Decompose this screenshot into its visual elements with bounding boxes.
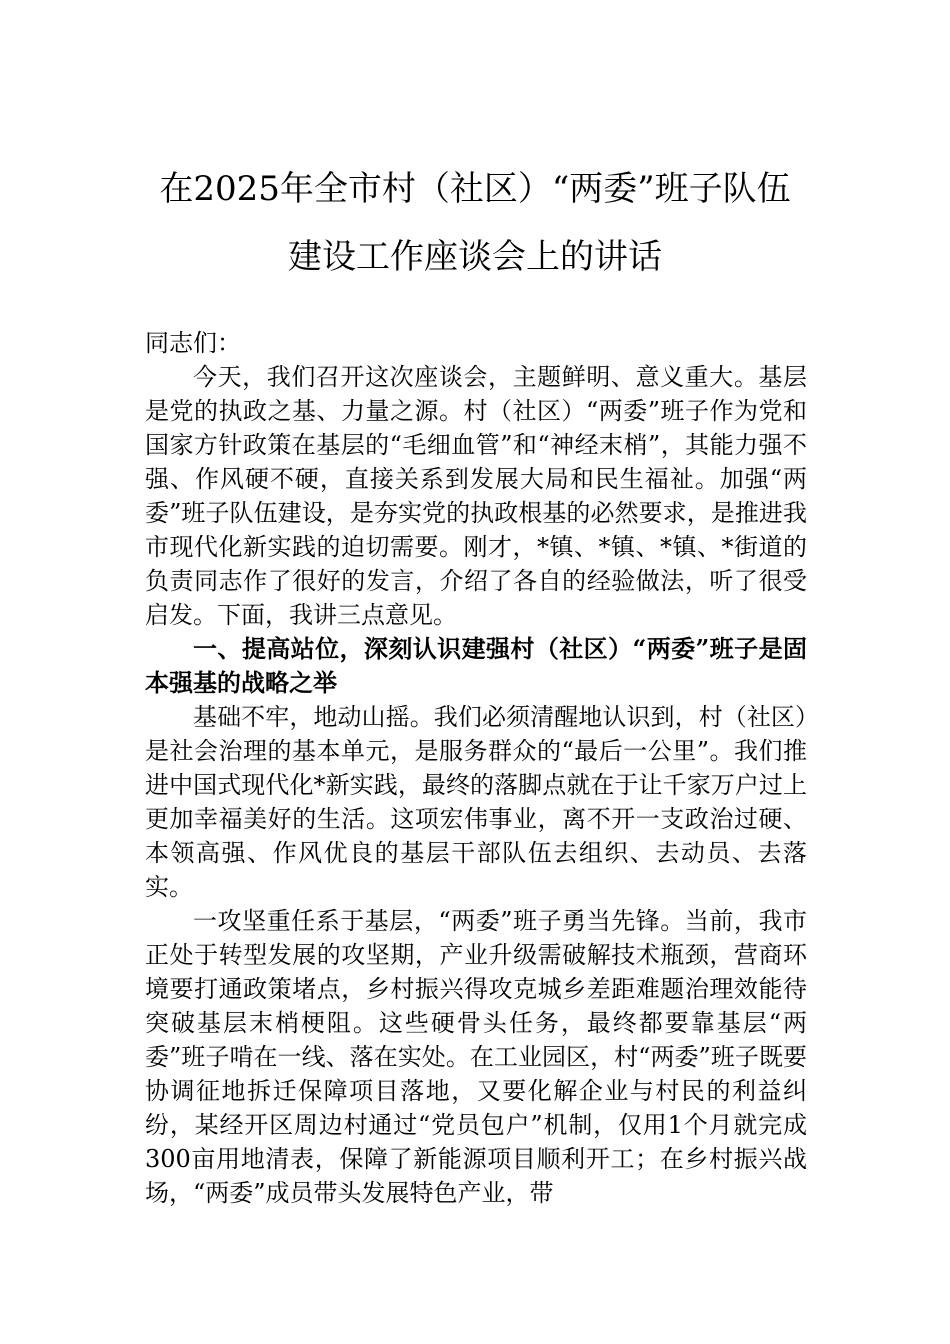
section-1-paragraph-2: 一攻坚重任系于基层，“两委”班子勇当先锋。当前，我市正处于转型发展的攻坚期，产业升级需破解技术瓶颈，营商环境要打通政策堵点，乡村振兴得攻克城乡差距难题治理效能待突破基层末梢梗阻。这些硬骨头任务，最终都要靠基层“两委”班子啃在一线、落在实处。在工业园区，村“两委”班子既要协调征地拆迁保障项目落地，又要化解企业与村民的利益纠纷，某经开区周边村通过“党员包户”机制，仅用1个月就完成300亩用地清表，保障了新能源项目顺利开工；在乡村振兴战场，“两委”成员带头发展特色产业，带 — [145, 907, 807, 1207]
title-line-2: 建设工作座谈会上的讲话 — [288, 237, 662, 277]
salutation: 同志们： — [145, 329, 241, 357]
section-1-heading: 一、提高站位，深刻认识建强村（社区）“两委”班子是固本强基的战略之举 — [145, 634, 807, 697]
intro-paragraph: 今天，我们召开这次座谈会，主题鲜明、意义重大。基层是党的执政之基、力量之源。村（社区）“两委”班子作为党和国家方针政策在基层的“毛细血管”和“神经末梢”，其能力强不强、作风硬不硬，直接关系到发展大局和民生福祉。加强“两委”班子队伍建设，是夯实党的执政根基的必然要求，是推进我市现代化新实践的迫切需要。刚才，*镇、*镇、*镇、*街道的负责同志作了很好的发言，介绍了各自的经验做法，听了很受启发。下面，我讲三点意见。 — [145, 363, 807, 629]
section-1-paragraph-1: 基础不牢，地动山摇。我们必须清醒地认识到，村（社区）是社会治理的基本单元，是服务群众的“最后一公里”。我们推进中国式现代化*新实践，最终的落脚点就在于让千家万户过上更加幸福美好的生活。这项宏伟事业，离不开一支政治过硬、本领高强、作风优良的基层干部队伍去组织、去动员、去落实。 — [145, 703, 807, 901]
title-line-1: 在2025年全市村（社区）“两委”班子队伍 — [159, 169, 791, 209]
document-title — [120, 155, 830, 291]
document-body — [145, 326, 807, 1210]
